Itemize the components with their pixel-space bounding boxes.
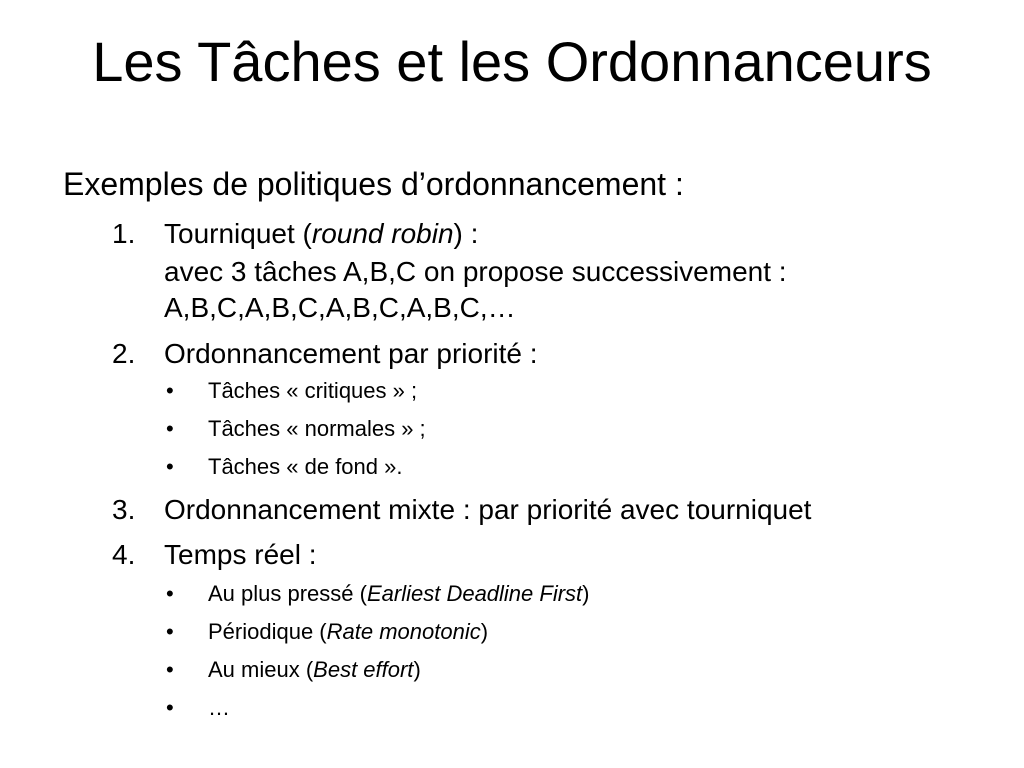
bullet-icon: • [166, 416, 174, 441]
slide-title: Les Tâches et les Ordonnanceurs [92, 30, 932, 93]
list-number: 4. [112, 539, 136, 570]
sub-bullet-text: Au mieux (Best effort) [208, 657, 421, 682]
bullet-icon: • [166, 695, 174, 720]
list-number: 1. [112, 218, 136, 249]
sub-bullet-text: Au plus pressé (Earliest Deadline First) [208, 581, 590, 606]
sub-bullet-text: Tâches « de fond ». [208, 454, 403, 479]
list-item-1-line-2: A,B,C,A,B,C,A,B,C,A,B,C,… [164, 292, 516, 323]
sub-bullet-text: Périodique (Rate monotonic) [208, 619, 489, 644]
list-item-1-line-1: avec 3 tâches A,B,C on propose successivement : [164, 256, 787, 287]
sub-bullet-text: Tâches « critiques » ; [208, 378, 418, 403]
list-item-text: Ordonnancement par priorité : [164, 338, 538, 369]
sub-bullet-text: Tâches « normales » ; [208, 416, 426, 441]
list-number: 3. [112, 494, 136, 525]
bullet-icon: • [166, 619, 174, 644]
sub-bullet-text: … [208, 695, 230, 720]
list-item-text: Tourniquet (round robin) : [164, 218, 479, 249]
list-number: 2. [112, 338, 136, 369]
list-item-text: Temps réel : [164, 539, 317, 570]
list-item-text: Ordonnancement mixte : par priorité avec tourniquet [164, 494, 812, 525]
section-heading: Exemples de politiques d’ordonnancement : [63, 166, 684, 202]
bullet-icon: • [166, 378, 174, 403]
bullet-icon: • [166, 581, 174, 606]
bullet-icon: • [166, 657, 174, 682]
bullet-icon: • [166, 454, 174, 479]
